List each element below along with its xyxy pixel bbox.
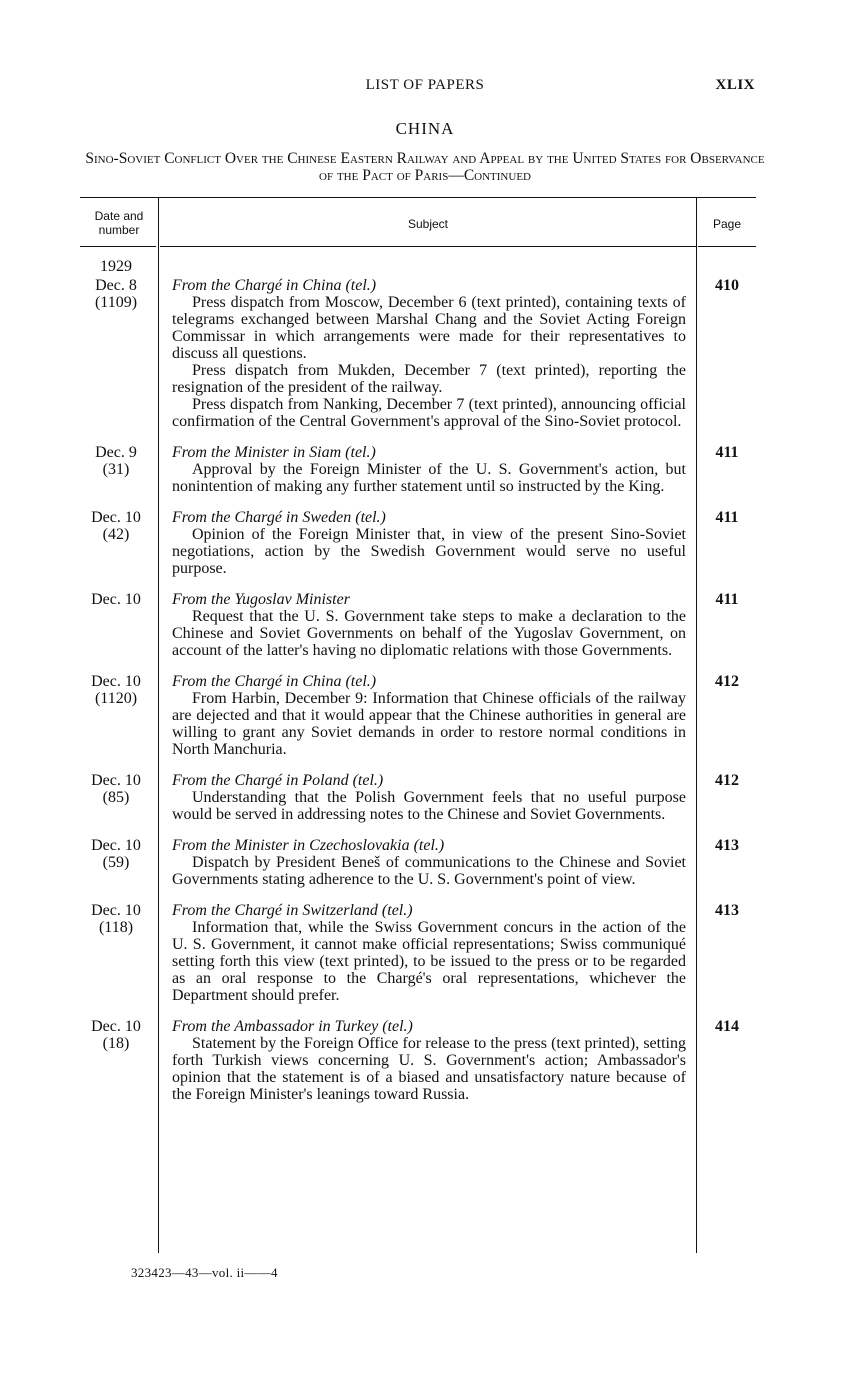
entries-list: [80, 258, 756, 1117]
entry-page: 412: [715, 772, 739, 789]
entry-page: 411: [715, 591, 739, 608]
entry-paragraph: Request that the U. S. Government take steps to make a declaration to the Chinese and Soviet Governments on behalf of the Yugoslav Government, on account of the latter's having no diplomatic relations with those Governments.: [172, 608, 686, 659]
header-rule-date: [80, 246, 156, 247]
entry-paragraph: Dispatch by President Beneš of communications to the Chinese and Soviet Governments stating adherence to the U. S. Government's point of view.: [172, 854, 686, 888]
entry-paragraph: From Harbin, December 9: Information that Chinese officials of the railway are dejected and that it would appear that the Chinese authorities in general are willing to grant any Soviet demands in order to restore normal conditions in North Manchuria.: [172, 690, 686, 758]
country-heading: CHINA: [395, 119, 455, 138]
entry-number: (85): [102, 789, 130, 806]
entry-number: (1120): [94, 690, 138, 707]
entry-date-number: [80, 258, 152, 311]
column-header-subject: Subject: [407, 217, 449, 231]
entry-subject: [172, 837, 686, 888]
entry-date: Dec. 10: [91, 772, 141, 789]
entry-date-number: [80, 509, 152, 543]
entry-paragraph: Opinion of the Foreign Minister that, in view of the present Sino-Soviet negotiations, action by the Swedish Government would serve no useful purpose.: [172, 526, 686, 577]
entry-subject: [172, 258, 686, 430]
entry-paragraph: Press dispatch from Moscow, December 6 (text printed), containing texts of telegrams exchanged between Marshal Chang and the Soviet Acting Foreign Commissar in which arrangements were made for their representatives to discuss all questions.: [172, 294, 686, 362]
running-title: LIST OF PAPERS: [365, 77, 485, 93]
entry-paragraph: Understanding that the Polish Government feels that no useful purpose would be served in addressing notes to the Chinese and Soviet Governments.: [172, 789, 686, 823]
entry-date: Dec. 10: [91, 1018, 141, 1035]
section-title: Sino-Soviet Conflict Over the Chinese Eastern Railway and Appeal by the United States for Observance of the Pact of Paris—Continued: [85, 150, 765, 184]
list-item: [80, 673, 756, 758]
entry-from: From the Minister in Czechoslovakia (tel.): [172, 837, 445, 854]
list-item: [80, 591, 756, 659]
entry-subject: [172, 444, 686, 495]
list-item: [80, 509, 756, 577]
entry-year: 1929: [100, 258, 132, 275]
entry-page: 414: [715, 1018, 739, 1035]
entry-date-number: [80, 837, 152, 871]
entry-page: 410: [715, 277, 739, 294]
entry-page: 411: [715, 444, 739, 461]
column-header-page: Page: [712, 217, 742, 231]
entry-date-number: [80, 1018, 152, 1052]
entry-date-number: [80, 772, 152, 806]
column-header-date: Date and number: [94, 209, 144, 237]
entry-date: Dec. 10: [91, 837, 141, 854]
entry-date: Dec. 10: [91, 902, 141, 919]
entry-subject: [172, 673, 686, 758]
entry-page: 413: [715, 837, 739, 854]
entry-subject: [172, 772, 686, 823]
entry-date-number: [80, 591, 152, 608]
entry-number: (118): [98, 919, 134, 936]
entry-from: From the Yugoslav Minister: [172, 591, 350, 608]
entry-from: From the Chargé in Switzerland (tel.): [172, 902, 413, 919]
entry-date: Dec. 10: [91, 591, 141, 608]
entry-date: Dec. 9: [95, 444, 137, 461]
list-item: [80, 772, 756, 823]
entry-subject: [172, 1018, 686, 1103]
entry-from: From the Chargé in China (tel.): [172, 277, 377, 294]
entry-paragraph: Press dispatch from Nanking, December 7 (text printed), announcing official confirmation of the Central Government's approval of the Sino-Soviet protocol.: [172, 396, 686, 430]
entry-page: 411: [715, 509, 739, 526]
entry-subject: [172, 509, 686, 577]
entry-number: (31): [102, 461, 130, 478]
entry-date: Dec. 10: [91, 509, 141, 526]
entry-paragraph: Statement by the Foreign Office for release to the press (text printed), setting forth Turkish views concerning U. S. Government's action; Ambassador's opinion that the statement is of a biased and unsatisfactory nature because of the Foreign Minister's leanings toward Russia.: [172, 1035, 686, 1103]
entry-date-number: [80, 902, 152, 936]
entry-page: 412: [715, 673, 739, 690]
entry-subject: [172, 591, 686, 659]
entry-from: From the Minister in Siam (tel.): [172, 444, 376, 461]
entry-date: Dec. 10: [91, 673, 141, 690]
table-top-rule: [80, 197, 756, 198]
list-item: [80, 837, 756, 888]
entry-page: 413: [715, 902, 739, 919]
list-item: [80, 444, 756, 495]
header-rule-page: [698, 246, 756, 247]
print-code: 323423—43—vol. ii——4: [131, 1265, 278, 1280]
entry-from: From the Chargé in Sweden (tel.): [172, 509, 386, 526]
entry-number: (59): [102, 854, 130, 871]
header-rule-subject: [160, 246, 696, 247]
entry-date: Dec. 8: [95, 277, 137, 294]
list-item: [80, 1018, 756, 1103]
entry-paragraph: Approval by the Foreign Minister of the U. S. Government's action, but nonintention of making any further statement until so instructed by the King.: [172, 461, 686, 495]
entry-date-number: [80, 444, 152, 478]
entry-from: From the Chargé in China (tel.): [172, 673, 377, 690]
entry-number: (42): [102, 526, 130, 543]
entry-number: (18): [102, 1035, 130, 1052]
running-head: [0, 77, 850, 99]
entry-date-number: [80, 673, 152, 707]
list-item: [80, 258, 756, 430]
list-item: [80, 902, 756, 1004]
entry-paragraph: Information that, while the Swiss Government concurs in the action of the U. S. Government, it cannot make official representations; Swiss communiqué setting forth this view (text printed), to be issued to the press or to be regarded as an oral response to the Chargé's oral representations, whichever the Department should prefer.: [172, 919, 686, 1004]
entry-subject: [172, 902, 686, 1004]
entry-paragraph: Press dispatch from Mukden, December 7 (text printed), reporting the resignation of the president of the railway.: [172, 362, 686, 396]
entry-from: From the Chargé in Poland (tel.): [172, 772, 384, 789]
entry-number: (1109): [94, 294, 138, 311]
entry-from: From the Ambassador in Turkey (tel.): [172, 1018, 413, 1035]
page-number-roman: XLIX: [715, 77, 755, 93]
